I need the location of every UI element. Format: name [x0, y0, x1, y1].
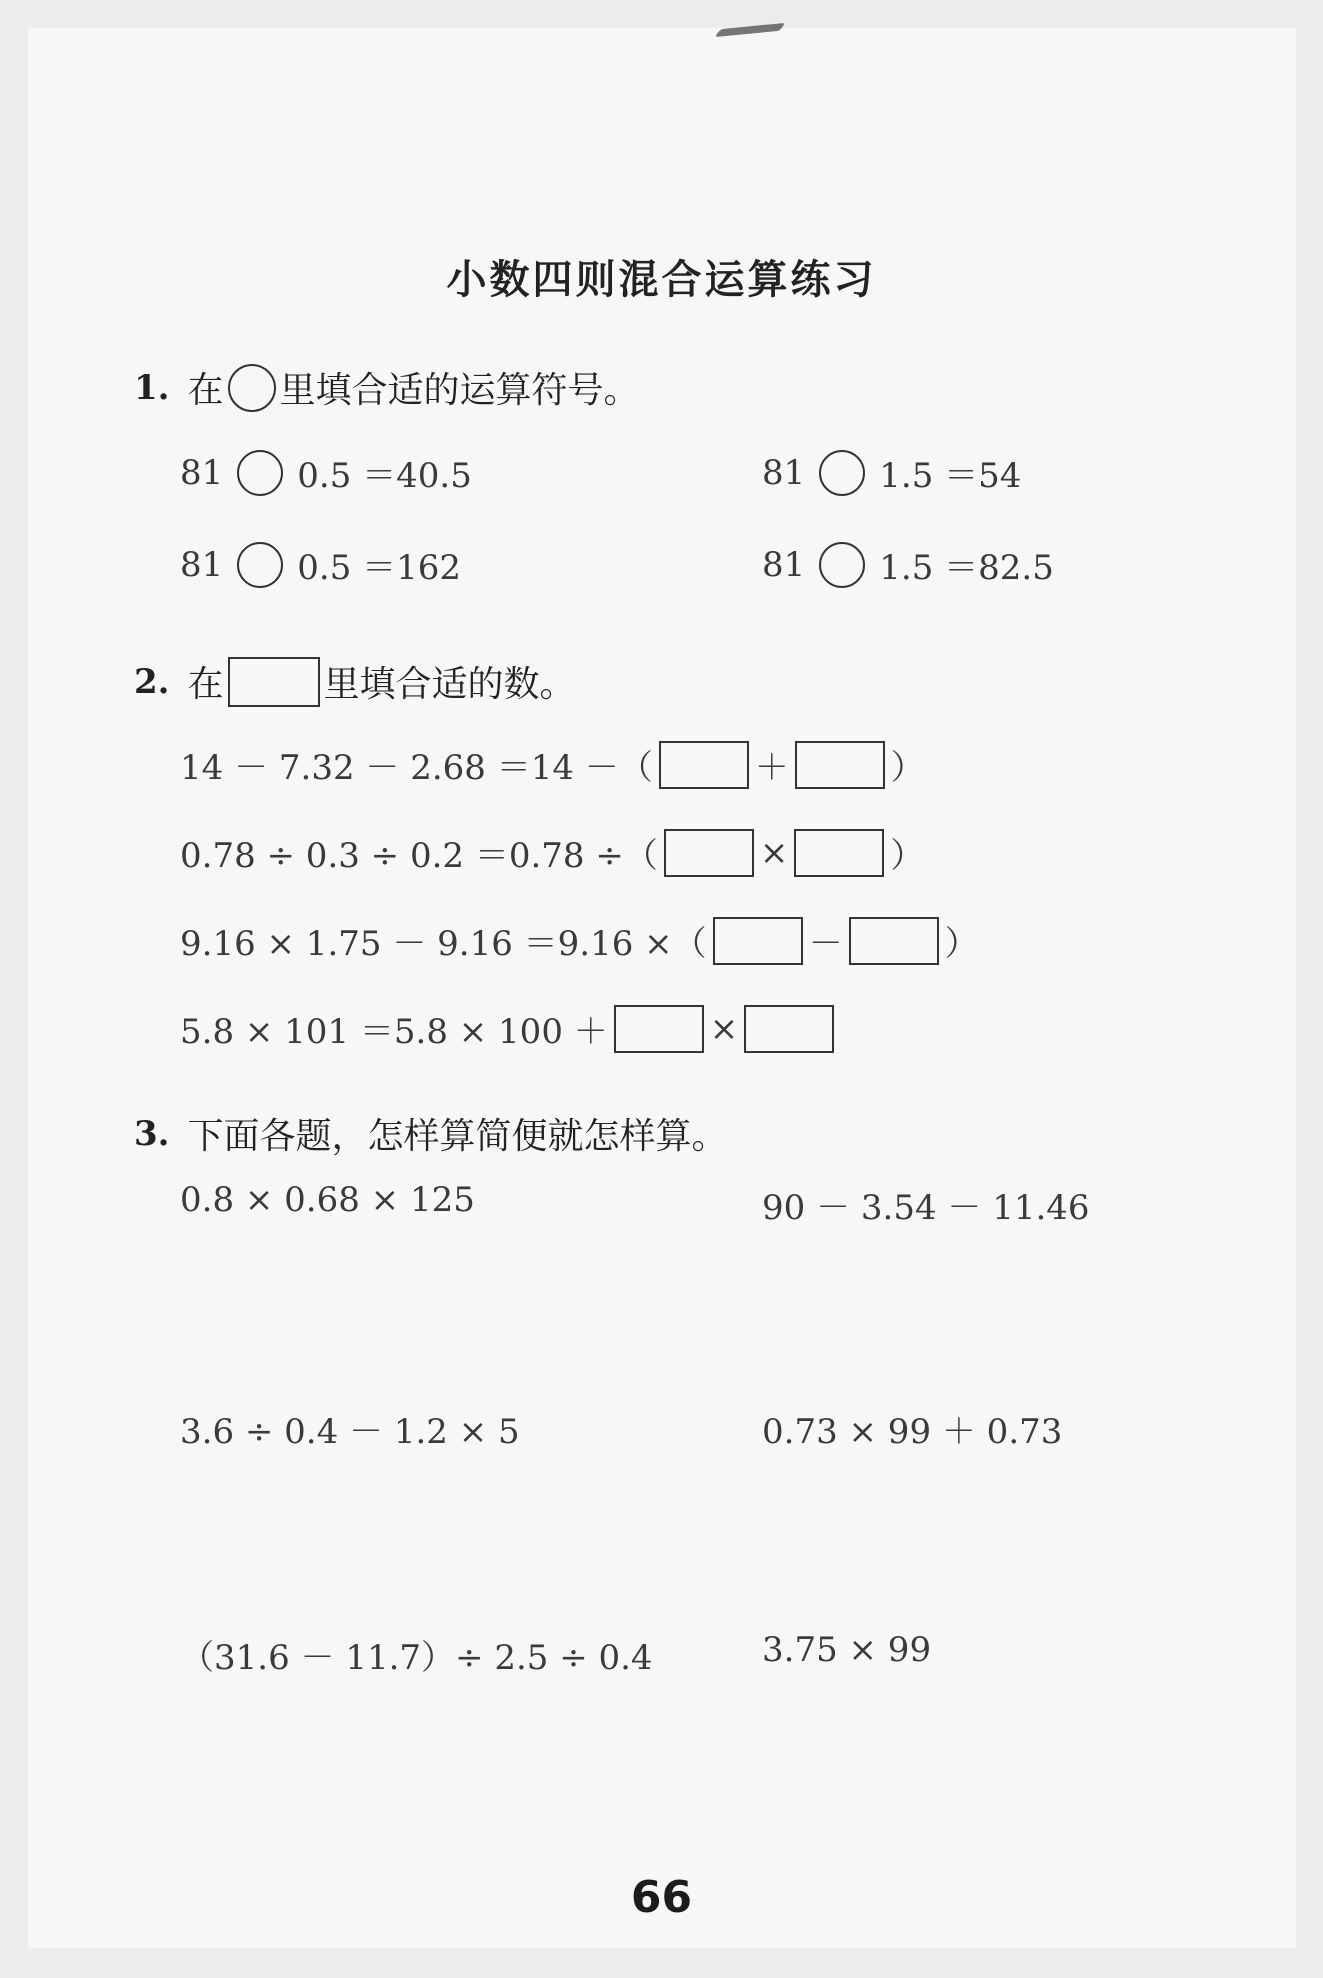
q2-line-1-op: ＋: [754, 748, 789, 788]
q1-item-3-right: 0.5 ＝162: [297, 548, 462, 588]
q2-line-1-blank-a[interactable]: [659, 741, 749, 789]
question-2-text-after: 里填合适的数。: [323, 664, 576, 705]
q3-item-5: （31.6 － 11.7）÷ 2.5 ÷ 0.4: [180, 1638, 653, 1678]
q1-item-3-operator-blank[interactable]: [237, 542, 283, 588]
q2-line-2-blank-b[interactable]: [794, 829, 884, 877]
q2-line-4-op: ×: [709, 1008, 739, 1049]
q2-line-1-suffix: ）: [890, 748, 925, 788]
q3-item-3: 3.6 ÷ 0.4 － 1.2 × 5: [180, 1412, 520, 1452]
q1-item-4: [762, 540, 1054, 589]
q1-item-4-right: 1.5 ＝82.5: [879, 548, 1054, 588]
q2-line-4-prefix: 5.8 × 101 ＝5.8 × 100 ＋: [180, 1012, 608, 1052]
q2-line-3: [180, 916, 979, 965]
question-3-heading: [134, 1108, 728, 1159]
q2-line-4-blank-a[interactable]: [614, 1005, 704, 1053]
q2-line-2-blank-a[interactable]: [664, 829, 754, 877]
q2-line-3-op: －: [808, 924, 843, 964]
q1-item-2-right: 1.5 ＝54: [879, 456, 1022, 496]
question-1-heading: [134, 362, 640, 413]
question-2-heading: [134, 656, 576, 707]
question-1-text-before: 在: [187, 370, 224, 411]
q1-item-3-left: 81: [180, 544, 224, 585]
q3-item-6: 3.75 × 99: [762, 1630, 932, 1670]
q1-item-1: [180, 448, 472, 497]
q2-line-3-blank-a[interactable]: [713, 917, 803, 965]
q1-item-1-right: 0.5 ＝40.5: [297, 456, 472, 496]
q2-line-2-suffix: ）: [890, 836, 925, 876]
q1-item-3: [180, 540, 461, 589]
question-3-text: 下面各题，怎样算简便就怎样算。: [187, 1116, 728, 1157]
q1-item-2: [762, 448, 1021, 497]
question-1-text-after: 里填合适的运算符号。: [279, 370, 640, 411]
q2-line-1: [180, 740, 925, 789]
q3-item-4: 0.73 × 99 ＋ 0.73: [762, 1412, 1063, 1452]
question-3-number: 3.: [134, 1113, 170, 1154]
question-2-text-before: 在: [187, 664, 224, 705]
q2-line-1-blank-b[interactable]: [795, 741, 885, 789]
q2-line-2: [180, 828, 924, 877]
q1-item-1-left: 81: [180, 452, 224, 493]
q1-item-2-left: 81: [762, 452, 806, 493]
q2-line-1-prefix: 14 － 7.32 － 2.68 ＝14 －（: [180, 748, 653, 788]
q2-line-3-suffix: ）: [944, 924, 979, 964]
q1-item-4-operator-blank[interactable]: [819, 542, 865, 588]
q3-item-1: 0.8 × 0.68 × 125: [180, 1180, 475, 1220]
q1-item-4-left: 81: [762, 544, 806, 585]
q2-line-2-op: ×: [759, 832, 789, 873]
q2-line-4: [180, 1004, 840, 1053]
q2-line-4-blank-b[interactable]: [744, 1005, 834, 1053]
q2-line-3-prefix: 9.16 × 1.75 － 9.16 ＝9.16 ×（: [180, 924, 707, 964]
question-1-number: 1.: [134, 367, 170, 408]
page-title: 小数四则混合运算练习: [446, 257, 877, 303]
q1-item-1-operator-blank[interactable]: [237, 450, 283, 496]
page-number: 66: [630, 1872, 693, 1923]
question-2-number: 2.: [134, 661, 170, 702]
q2-line-2-prefix: 0.78 ÷ 0.3 ÷ 0.2 ＝0.78 ÷（: [180, 836, 658, 876]
q2-line-3-blank-b[interactable]: [849, 917, 939, 965]
box-blank-sample: [228, 657, 320, 707]
q1-item-2-operator-blank[interactable]: [819, 450, 865, 496]
q3-item-2: 90 － 3.54 － 11.46: [762, 1188, 1090, 1228]
circle-blank-sample: [228, 364, 276, 412]
